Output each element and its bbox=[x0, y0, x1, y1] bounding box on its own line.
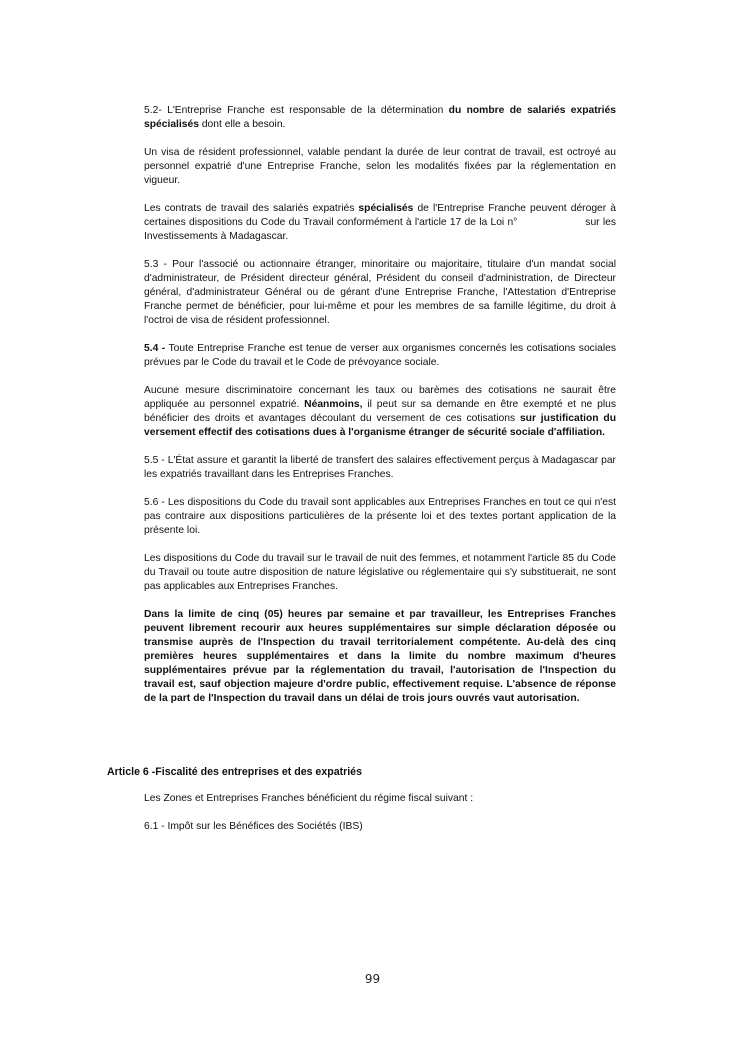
article-6-intro: Les Zones et Entreprises Franches bénéficient du régime fiscal suivant : bbox=[144, 793, 474, 804]
paragraph-aucune-mid: il peut sur sa demande en être exempté et ne plus bénéficier des droits et avantages découlant du versement de ces cotisations bbox=[144, 399, 616, 424]
paragraph-5-6: 5.6 - Les dispositions du Code du travail sont applicables aux Entreprises Franches en tout ce qui n'est pas contraire aux dispositions particulières de la présente loi et des textes portant application de la présente loi. bbox=[144, 497, 616, 536]
paragraph-aucune-bold-neanmoins: Néanmoins, bbox=[304, 399, 363, 410]
paragraph-5-2-bold: du nombre de salariés expatriés spécialisés bbox=[144, 105, 616, 130]
paragraph-heures-supplementaires: Dans la limite de cinq (05) heures par semaine et par travailleur, les Entreprises Franches peuvent librement recourir aux heures supplémentaires sur simple déclaration déposée ou transmise auprès de l'Inspection du travail territorialement compétente. Au-delà des cinq premières heures supplémentaires et dans la limite du nombre maximum d'heures supplémentaires prévue par la réglementation du travail, l'autorisation de l'Inspection du travail est, sauf objection majeure d'ordre public, effectivement requise. L'absence de réponse de la part de l'Inspection du travail dans un délai de trois jours ouvrés vaut autorisation. bbox=[144, 609, 616, 704]
paragraph-contrats bbox=[144, 202, 616, 244]
paragraph-aucune-text: Aucune mesure discriminatoire concernant les taux ou barèmes des cotisations ne saurait être appliquée au personnel expatrié. bbox=[144, 385, 616, 410]
article-6-item-6-1: 6.1 - Impôt sur les Bénéfices des Sociétés (IBS) bbox=[144, 821, 363, 832]
paragraph-5-4 bbox=[144, 342, 616, 370]
paragraph-5-2 bbox=[144, 104, 616, 132]
paragraph-contrats-bold: spécialisés bbox=[358, 203, 414, 214]
paragraph-aucune-bold-justification: sur justification du versement effectif des cotisations dues à l'organisme étranger de sécurité sociale d'affiliation. bbox=[144, 413, 616, 438]
paragraph-visa: Un visa de résident professionnel, valable pendant la durée de leur contrat de travail, est octroyé au personnel expatrié d'une Entreprise Franche, selon les modalités fixées par la réglementation en vigueur. bbox=[144, 147, 616, 186]
paragraph-contrats-text: Les contrats de travail des salariés expatriés bbox=[144, 203, 359, 214]
paragraph-5-4-text: Toute Entreprise Franche est tenue de verser aux organismes concernés les cotisations sociales prévues par le Code du travail et le Code de prévoyance sociale. bbox=[144, 343, 616, 368]
paragraph-aucune-mesure bbox=[144, 384, 616, 440]
paragraph-travail-nuit: Les dispositions du Code du travail sur le travail de nuit des femmes, et notamment l'article 85 du Code du Travail ou toute autre disposition de nature législative ou réglementaire qui s'y substituerait, ne sont pas applicables aux Entreprises Franches. bbox=[144, 553, 616, 592]
paragraph-5-2-tail: dont elle a besoin. bbox=[198, 119, 286, 130]
paragraph-5-4-number: 5.4 - bbox=[144, 343, 166, 354]
article-6-heading: Article 6 -Fiscalité des entreprises et des expatriés bbox=[107, 766, 362, 778]
section-5-body bbox=[144, 104, 616, 720]
paragraph-5-3: 5.3 - Pour l'associé ou actionnaire étranger, minoritaire ou majoritaire, titulaire d'un mandat social d'administrateur, de Président directeur général, Président du conseil d'administration, de Directeur général, d'administrateur Général ou de gérant d'une Entreprise Franche, l'Attestation d'Entreprise Franche permet de bénéficier, pour lui-même et pour les membres de sa famille légitime, du droit à l'octroi de visa de résident professionnel. bbox=[144, 259, 616, 326]
paragraph-5-2-text: 5.2- L'Entreprise Franche est responsable de la détermination bbox=[144, 105, 449, 116]
paragraph-5-5: 5.5 - L'État assure et garantit la liberté de transfert des salaires effectivement perçus à Madagascar par les expatriés travaillant dans les Entreprises Franches. bbox=[144, 455, 616, 480]
page-number: 99 bbox=[364, 972, 381, 986]
paragraph-contrats-tail: sur les Investissements à Madagascar. bbox=[144, 217, 617, 242]
paragraph-contrats-mid: de l'Entreprise Franche peuvent déroger à certaines dispositions du Code du Travail conformément à l'article 17 de la Loi n° bbox=[144, 203, 617, 228]
